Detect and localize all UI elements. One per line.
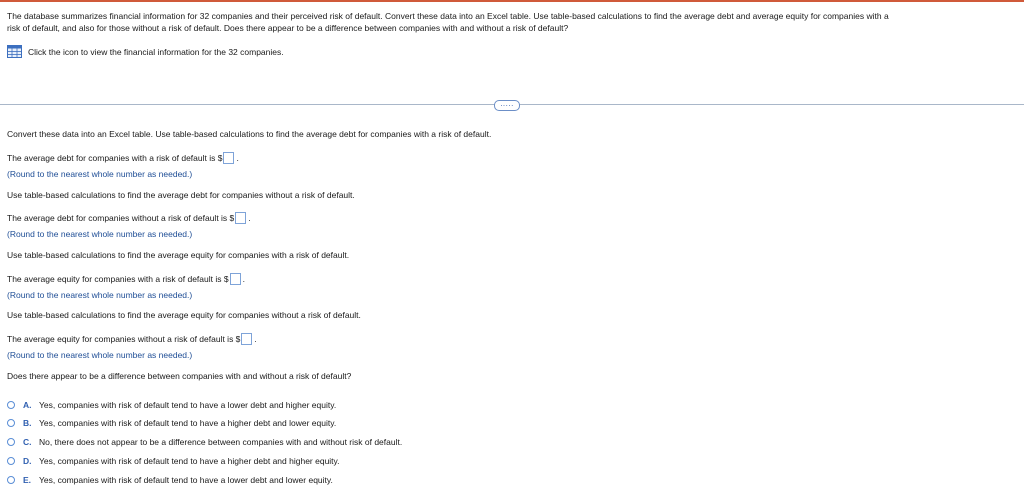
- choice-c-radio[interactable]: [7, 438, 15, 446]
- step-1: [7, 152, 239, 180]
- choice-e-radio[interactable]: [7, 476, 15, 484]
- step-3-hint: (Round to the nearest whole number as needed.): [7, 290, 193, 300]
- step-1-period: .: [236, 152, 239, 163]
- choice-b-text[interactable]: Yes, companies with risk of default tend to have a higher debt and lower equity.: [39, 418, 337, 428]
- top-accent-bar: [0, 0, 1024, 2]
- step-3-period: .: [242, 273, 245, 284]
- step-4-question: The average equity for companies without a risk of default is $: [7, 333, 241, 344]
- final-question: Does there appear to be a difference between companies with and without a risk of default?: [7, 371, 352, 381]
- choice-b-letter: B.: [23, 418, 32, 428]
- choice-d-letter: D.: [23, 456, 32, 466]
- step-4-hint: (Round to the nearest whole number as needed.): [7, 350, 193, 360]
- step-1-hint: (Round to the nearest whole number as needed.): [7, 169, 193, 179]
- data-link[interactable]: [7, 45, 284, 58]
- step-2-hint: (Round to the nearest whole number as needed.): [7, 229, 193, 239]
- step-2-question: The average debt for companies without a risk of default is $: [7, 212, 235, 223]
- step-2-instruction: Use table-based calculations to find the average debt for companies without a risk of default.: [7, 190, 355, 200]
- choice-e-letter: E.: [23, 475, 32, 485]
- choice-a[interactable]: [7, 400, 336, 410]
- problem-statement: [7, 10, 1017, 34]
- choice-b-radio[interactable]: [7, 419, 15, 427]
- choice-a-radio[interactable]: [7, 401, 15, 409]
- step-1-question: The average debt for companies with a risk of default is $: [7, 152, 223, 163]
- choice-c[interactable]: [7, 437, 402, 447]
- step-1-answer-input[interactable]: [223, 152, 234, 164]
- step-2: [7, 212, 251, 240]
- step-2-answer-input[interactable]: [235, 212, 246, 224]
- choice-d-text[interactable]: Yes, companies with risk of default tend to have a higher debt and higher equity.: [39, 456, 340, 466]
- step-4-instruction: Use table-based calculations to find the average equity for companies without a risk of default.: [7, 310, 361, 320]
- step-3-answer-input[interactable]: [230, 273, 241, 285]
- choice-d-radio[interactable]: [7, 457, 15, 465]
- step-4: [7, 333, 257, 361]
- table-icon[interactable]: [7, 45, 22, 58]
- expand-more-button[interactable]: .....: [494, 100, 520, 111]
- choice-a-text[interactable]: Yes, companies with risk of default tend to have a lower debt and higher equity.: [39, 400, 337, 410]
- step-3-question: The average equity for companies with a risk of default is $: [7, 273, 229, 284]
- data-link-label[interactable]: Click the icon to view the financial information for the 32 companies.: [28, 46, 284, 57]
- choice-a-letter: A.: [23, 400, 32, 410]
- step-3: [7, 273, 245, 301]
- choice-c-text[interactable]: No, there does not appear to be a difference between companies with and without risk of default.: [39, 437, 403, 447]
- problem-line-2: risk of default, and also for those without a risk of default. Does there appear to be a difference between companies with and without a risk of default?: [7, 23, 569, 33]
- choice-e-text[interactable]: Yes, companies with risk of default tend to have a lower debt and lower equity.: [39, 475, 333, 485]
- choice-e[interactable]: [7, 475, 333, 485]
- step-2-period: .: [248, 212, 251, 223]
- step-4-answer-input[interactable]: [241, 333, 252, 345]
- step-4-period: .: [254, 333, 257, 344]
- problem-line-1: The database summarizes financial information for 32 companies and their perceived risk of default. Convert these data into an Excel table. Use table-based calculations to find the average debt and average equity for companies with a: [7, 11, 889, 21]
- choice-b[interactable]: [7, 418, 336, 428]
- step-1-instruction: Convert these data into an Excel table. Use table-based calculations to find the average debt for companies with a risk of default.: [7, 129, 492, 139]
- choice-d[interactable]: [7, 456, 340, 466]
- step-3-instruction: Use table-based calculations to find the average equity for companies with a risk of default.: [7, 250, 350, 260]
- choice-c-letter: C.: [23, 437, 32, 447]
